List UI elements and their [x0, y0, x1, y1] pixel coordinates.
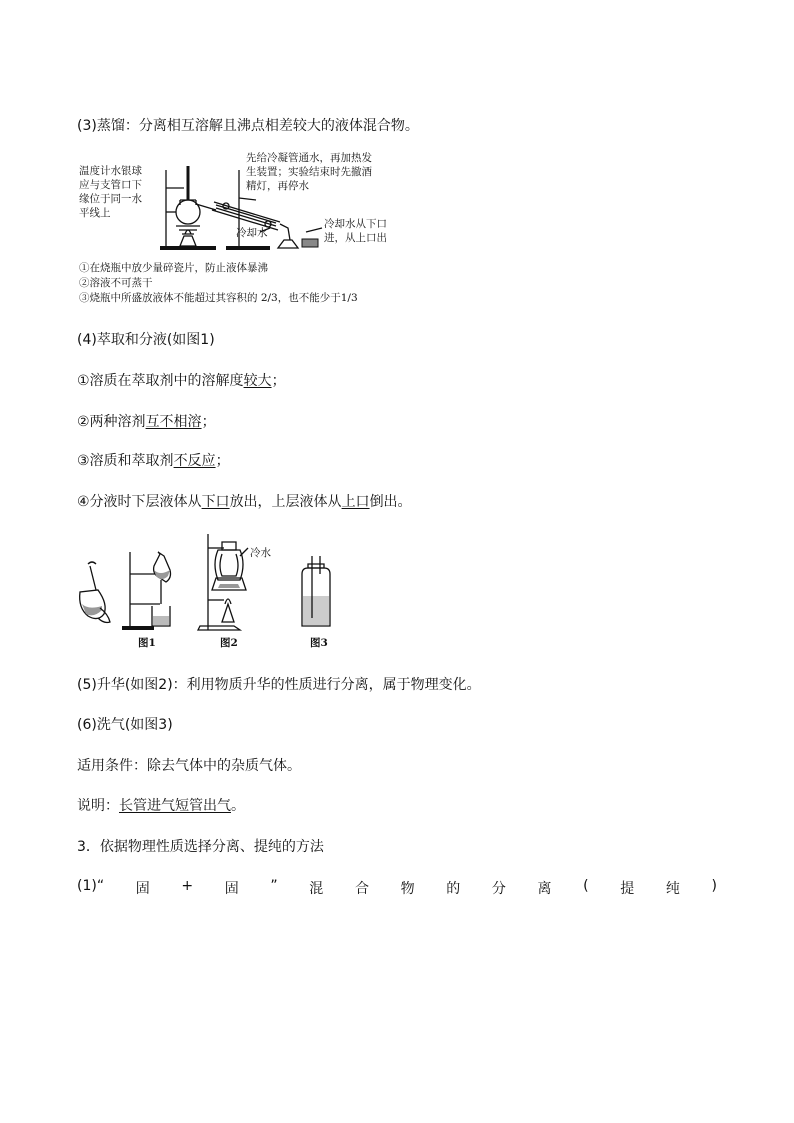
gas-washing-note-end: 。 [231, 798, 245, 814]
condenser-label-line-2: 生装置；实验结束时先撤酒 [246, 166, 372, 178]
line-token: ) [711, 878, 717, 894]
section-3-heading: 3．依据物理性质选择分离、提纯的方法 [77, 839, 324, 855]
line-token: 分 [491, 881, 506, 897]
line-token: 纯 [665, 881, 680, 897]
extraction-item-4-text-a: ④分液时下层液体从 [77, 494, 202, 510]
distillation-note-1: ①在烧瓶中放少量碎瓷片，防止液体暴沸 [79, 262, 268, 274]
figure-3-caption: 图3 [310, 637, 328, 649]
extraction-item-3 [77, 452, 230, 470]
extraction-item-4-answer-2: 上口 [341, 494, 370, 510]
gas-washing-condition: 适用条件：除去气体中的杂质气体。 [77, 758, 301, 774]
condenser-label-line-1: 先给冷凝管通水，再加热发 [246, 152, 372, 164]
gas-washing-note-answer: 长管进气短管出气 [119, 798, 231, 814]
extraction-item-1-end: ； [271, 373, 286, 389]
gas-washing-note [77, 797, 245, 815]
line-token: 提 [620, 881, 635, 897]
thermometer-label-line-3: 缘位于同一水 [79, 193, 142, 205]
line-token: 物 [400, 881, 415, 897]
line-token: (1)“ [77, 878, 105, 894]
distillation-note-2: ②溶液不可蒸干 [79, 277, 153, 289]
cooling-water-label: 冷却水 [236, 227, 268, 239]
water-flow-label-line-1: 冷却水从下口 [324, 218, 387, 230]
extraction-item-3-end: ； [215, 453, 230, 469]
extraction-item-1 [77, 372, 286, 390]
line-token: 混 [309, 881, 324, 897]
extraction-item-2-answer: 互不相溶 [145, 414, 202, 430]
condenser-label-line-3: 精灯，再停水 [246, 180, 309, 192]
extraction-item-2-text: ②两种溶剂 [77, 414, 146, 430]
line-token: ( [583, 878, 589, 894]
water-flow-label-line-2: 进，从上口出 [324, 232, 387, 244]
gas-washing-heading: (6)洗气(如图3) [77, 717, 173, 733]
distillation-apparatus-figure [76, 148, 396, 256]
extraction-item-2 [77, 413, 216, 431]
extraction-item-3-answer: 不反应 [173, 453, 216, 469]
line-token: 合 [354, 881, 369, 897]
line-token: 的 [446, 881, 461, 897]
thermometer-label-line-2: 应与支管口下 [79, 179, 142, 191]
distillation-heading: (3)蒸馏：分离相互溶解且沸点相差较大的液体混合物。 [77, 118, 419, 134]
section-3-item-1-line [77, 878, 717, 898]
line-token: ” [270, 878, 278, 894]
gas-washing-note-label: 说明： [77, 798, 119, 814]
figure-1-caption: 图1 [138, 637, 156, 649]
distillation-note-3: ③烧瓶中所盛放液体不能超过其容积的 2/3，也不能少于1/3 [79, 292, 358, 304]
cold-water-label: 冷水 [250, 547, 271, 559]
figure-2-caption: 图2 [220, 637, 238, 649]
sublimation-text: (5)升华(如图2)：利用物质升华的性质进行分离，属于物理变化。 [77, 677, 481, 693]
extraction-item-4-text-b: 放出，上层液体从 [229, 494, 342, 510]
line-token: 固 [224, 881, 239, 897]
apparatus-figures-1-3 [74, 530, 344, 654]
extraction-item-3-text: ③溶质和萃取剂 [77, 453, 174, 469]
extraction-item-1-text: ①溶质在萃取剂中的溶解度 [77, 373, 244, 389]
line-token: 离 [537, 881, 552, 897]
line-token: 固 [135, 881, 150, 897]
line-token: + [181, 878, 194, 894]
extraction-item-4 [77, 493, 412, 511]
extraction-item-2-end: ； [201, 414, 216, 430]
extraction-heading: (4)萃取和分液(如图1) [77, 332, 215, 348]
extraction-item-4-text-c: 倒出。 [369, 494, 412, 510]
extraction-item-1-answer: 较大 [243, 373, 272, 389]
thermometer-label-line-1: 温度计水银球 [79, 165, 142, 177]
thermometer-label-line-4: 平线上 [79, 207, 111, 219]
extraction-item-4-answer-1: 下口 [201, 494, 230, 510]
